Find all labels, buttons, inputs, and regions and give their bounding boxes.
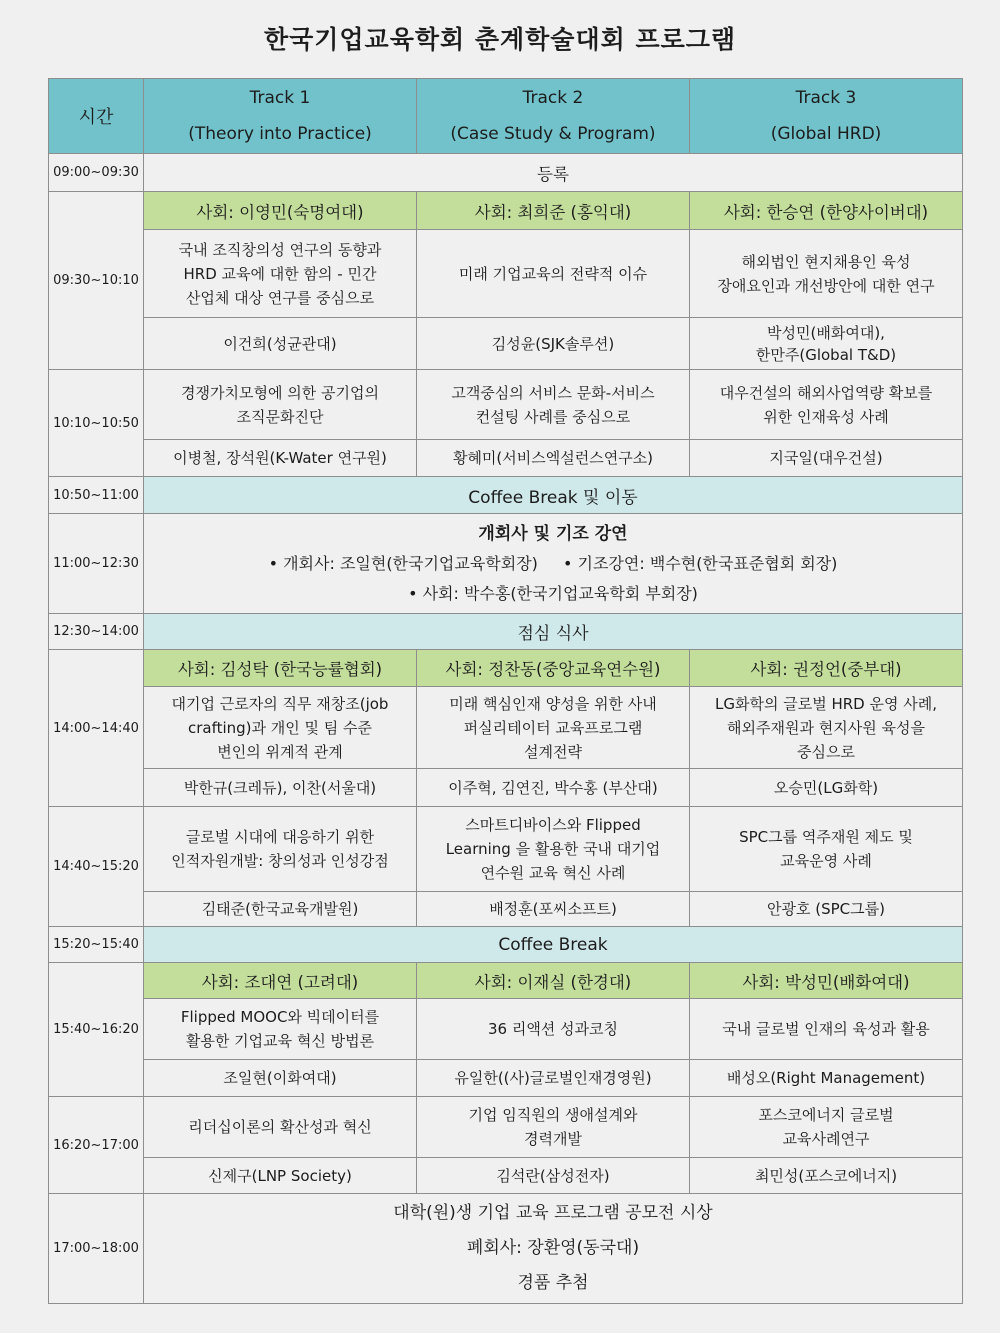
time-cell: 10:50~11:00 — [49, 477, 144, 514]
talk-title-line: 포스코에너지 글로벌 — [758, 1106, 894, 1124]
moderator-cell: 사회: 조대연 (고려대) — [144, 963, 417, 999]
speaker-cell: 배정훈(포씨소프트) — [417, 892, 690, 927]
keynote-speaker: • 기조강연: 백수현(한국표준협회 회장) — [563, 553, 838, 573]
time-cell: 15:40~16:20 — [49, 963, 144, 1097]
break-row — [49, 477, 963, 514]
speaker-cell: 이주혁, 김연진, 박수홍 (부산대) — [417, 769, 690, 807]
speaker-cell: 황혜미(서비스엑설런스연구소) — [417, 440, 690, 477]
track-2-name: Track 2 — [522, 88, 584, 108]
lunch-row — [49, 614, 963, 650]
talk-title-line: 스마트디바이스와 Flipped — [465, 816, 641, 834]
talk-title-line: 인적자원개발: 창의성과 인성강점 — [171, 852, 389, 870]
talk-title-line: 경력개발 — [524, 1130, 582, 1148]
speaker-row — [49, 1158, 963, 1194]
speaker-cell: 조일현(이화여대) — [144, 1060, 417, 1097]
talk-row — [49, 370, 963, 440]
track-1-subtitle: (Theory into Practice) — [188, 124, 372, 144]
talk-title — [417, 370, 690, 440]
talk-title-line: 36 리액션 성과코칭 — [487, 1020, 619, 1038]
moderator-cell: 사회: 김성탁 (한국능률협회) — [144, 650, 417, 687]
break-label: Coffee Break — [144, 927, 963, 963]
talk-row — [49, 230, 963, 318]
talk-title-line: 조직문화진단 — [236, 407, 324, 426]
moderator-cell: 사회: 최희준 (홍익대) — [417, 192, 690, 230]
track-1-header — [144, 79, 417, 154]
break-row — [49, 927, 963, 963]
talk-title — [144, 1097, 417, 1158]
speaker-cell: 이건희(성균관대) — [144, 318, 417, 370]
talk-title-line: Learning 을 활용한 국내 대기업 — [445, 840, 661, 858]
speaker-cell: 김태준(한국교육개발원) — [144, 892, 417, 927]
registration-row — [49, 154, 963, 192]
talk-title-line: crafting)과 개인 및 팀 수준 — [187, 718, 373, 737]
time-cell: 14:40~15:20 — [49, 807, 144, 927]
moderator-cell: 사회: 정찬동(중앙교육연수원) — [417, 650, 690, 687]
talk-title-line: 해외주재원과 현지사원 육성을 — [727, 718, 925, 737]
talk-title — [144, 807, 417, 892]
page-title: 한국기업교육학회 춘계학술대회 프로그램 — [263, 25, 737, 54]
talk-title — [417, 230, 690, 318]
talk-title — [417, 999, 690, 1060]
talk-title-line: 위한 인재육성 사례 — [763, 407, 889, 426]
keynote-moderator: • 사회: 박수홍(한국기업교육학회 부회장) — [408, 583, 698, 603]
talk-title-line: HRD 교육에 대한 함의 - 민간 — [183, 264, 377, 283]
closing-row — [49, 1194, 963, 1304]
talk-title-line: 국내 조직창의성 연구의 동향과 — [178, 240, 382, 259]
program-table — [48, 78, 963, 1304]
talk-title — [144, 999, 417, 1060]
talk-title-line: 해외법인 현지채용인 육성 — [741, 252, 911, 271]
registration-label: 등록 — [144, 154, 963, 192]
talk-title-line: 컨설팅 사례를 중심으로 — [475, 407, 631, 426]
talk-title-line: 산업체 대상 연구를 중심으로 — [185, 288, 375, 307]
speaker-cell: 안광호 (SPC그룹) — [690, 892, 963, 927]
track-2-subtitle: (Case Study & Program) — [450, 124, 656, 144]
speaker-cell: 이병철, 장석원(K-Water 연구원) — [144, 440, 417, 477]
time-cell: 15:20~15:40 — [49, 927, 144, 963]
time-cell: 09:30~10:10 — [49, 192, 144, 370]
speaker-row — [49, 440, 963, 477]
talk-title-line: 기업 임직원의 생애설계와 — [468, 1106, 638, 1124]
talk-title — [690, 687, 963, 769]
time-column-header: 시간 — [49, 79, 144, 154]
talk-title-line: 장애요인과 개선방안에 대한 연구 — [717, 276, 935, 295]
keynote-line — [148, 549, 958, 579]
talk-title-line: 연수원 교육 혁신 사례 — [480, 864, 626, 882]
speaker-cell: 최민성(포스코에너지) — [690, 1158, 963, 1194]
speaker-line: 한만주(Global T&D) — [755, 345, 897, 364]
talk-title-line: 미래 기업교육의 전략적 이슈 — [458, 264, 648, 283]
closing-cell — [144, 1194, 963, 1304]
talk-title-line: 활용한 기업교육 혁신 방법론 — [185, 1032, 375, 1050]
moderator-cell: 사회: 한승연 (한양사이버대) — [690, 192, 963, 230]
talk-title-line: 대우건설의 해외사업역량 확보를 — [719, 383, 933, 402]
talk-title — [144, 230, 417, 318]
time-cell: 14:00~14:40 — [49, 650, 144, 807]
talk-title — [690, 370, 963, 440]
speaker-cell: 유일한((사)글로벌인재경영원) — [417, 1060, 690, 1097]
break-label: Coffee Break 및 이동 — [144, 477, 963, 514]
talk-title-line: Flipped MOOC와 빅데이터를 — [180, 1008, 380, 1026]
talk-title-line: 퍼실리테이터 교육프로그램 — [463, 718, 643, 737]
time-cell: 11:00~12:30 — [49, 514, 144, 614]
talk-title — [690, 807, 963, 892]
time-cell: 17:00~18:00 — [49, 1194, 144, 1304]
track-3-subtitle: (Global HRD) — [770, 124, 882, 144]
speaker-row — [49, 318, 963, 370]
speaker-row — [49, 769, 963, 807]
speaker-cell: 오승민(LG화학) — [690, 769, 963, 807]
time-cell: 09:00~09:30 — [49, 154, 144, 192]
header-row — [49, 79, 963, 154]
speaker-line: 박성민(배화여대), — [767, 323, 885, 342]
talk-title-line: 리더십이론의 확산성과 혁신 — [188, 1118, 372, 1136]
track-1-name: Track 1 — [249, 88, 311, 108]
speaker-cell: 지국일(대우건설) — [690, 440, 963, 477]
talk-title — [690, 1097, 963, 1158]
speaker-row — [49, 892, 963, 927]
talk-row — [49, 807, 963, 892]
closing-line: 폐회사: 장환영(동국대) — [466, 1238, 640, 1258]
speaker-cell: 배성오(Right Management) — [690, 1060, 963, 1097]
time-cell: 16:20~17:00 — [49, 1097, 144, 1194]
talk-title-line: 중심으로 — [797, 742, 855, 761]
moderator-row — [49, 650, 963, 687]
talk-row — [49, 687, 963, 769]
moderator-cell: 사회: 이재실 (한경대) — [417, 963, 690, 999]
talk-title — [690, 999, 963, 1060]
talk-title-line: 고객중심의 서비스 문화-서비스 — [451, 383, 655, 402]
time-cell: 12:30~14:00 — [49, 614, 144, 650]
moderator-cell: 사회: 박성민(배화여대) — [690, 963, 963, 999]
time-cell: 10:10~10:50 — [49, 370, 144, 477]
speaker-cell — [690, 318, 963, 370]
speaker-row — [49, 1060, 963, 1097]
track-3-header — [690, 79, 963, 154]
keynote-cell — [144, 514, 963, 614]
moderator-row — [49, 963, 963, 999]
talk-row — [49, 1097, 963, 1158]
moderator-cell: 사회: 이영민(숙명여대) — [144, 192, 417, 230]
speaker-cell: 박한규(크레듀), 이찬(서울대) — [144, 769, 417, 807]
talk-title-line: 교육운영 사례 — [780, 852, 872, 870]
closing-line: 경품 추첨 — [517, 1273, 589, 1293]
moderator-cell: 사회: 권정언(중부대) — [690, 650, 963, 687]
talk-title-line: 교육사례연구 — [782, 1130, 870, 1148]
talk-title-line: 글로벌 시대에 대응하기 위한 — [185, 828, 375, 846]
talk-title-line: LG화학의 글로벌 HRD 운영 사례, — [715, 694, 937, 713]
talk-title-line: 변인의 위계적 관계 — [217, 742, 343, 761]
moderator-row — [49, 192, 963, 230]
talk-title — [144, 687, 417, 769]
lunch-label: 점심 식사 — [144, 614, 963, 650]
opening-speaker: • 개회사: 조일현(한국기업교육학회장) — [268, 553, 538, 573]
keynote-row — [49, 514, 963, 614]
speaker-cell: 신제구(LNP Society) — [144, 1158, 417, 1194]
talk-title — [417, 687, 690, 769]
talk-title — [417, 807, 690, 892]
closing-line: 대학(원)생 기업 교육 프로그램 공모전 시상 — [393, 1203, 713, 1223]
talk-title — [690, 230, 963, 318]
talk-title-line: SPC그룹 역주재원 제도 및 — [739, 828, 913, 846]
talk-row — [49, 999, 963, 1060]
talk-title — [417, 1097, 690, 1158]
talk-title-line: 대기업 근로자의 직무 재창조(job — [171, 694, 389, 713]
track-2-header — [417, 79, 690, 154]
speaker-cell: 김석란(삼성전자) — [417, 1158, 690, 1194]
speaker-cell: 김성윤(SJK솔루션) — [417, 318, 690, 370]
talk-title-line: 설계전략 — [524, 742, 582, 761]
talk-title-line: 국내 글로벌 인재의 육성과 활용 — [722, 1020, 930, 1038]
talk-title-line: 경쟁가치모형에 의한 공기업의 — [181, 383, 379, 402]
keynote-title: 개회사 및 기조 강연 — [478, 523, 628, 544]
talk-title — [144, 370, 417, 440]
track-3-name: Track 3 — [795, 88, 857, 108]
talk-title-line: 미래 핵심인재 양성을 위한 사내 — [449, 694, 657, 713]
